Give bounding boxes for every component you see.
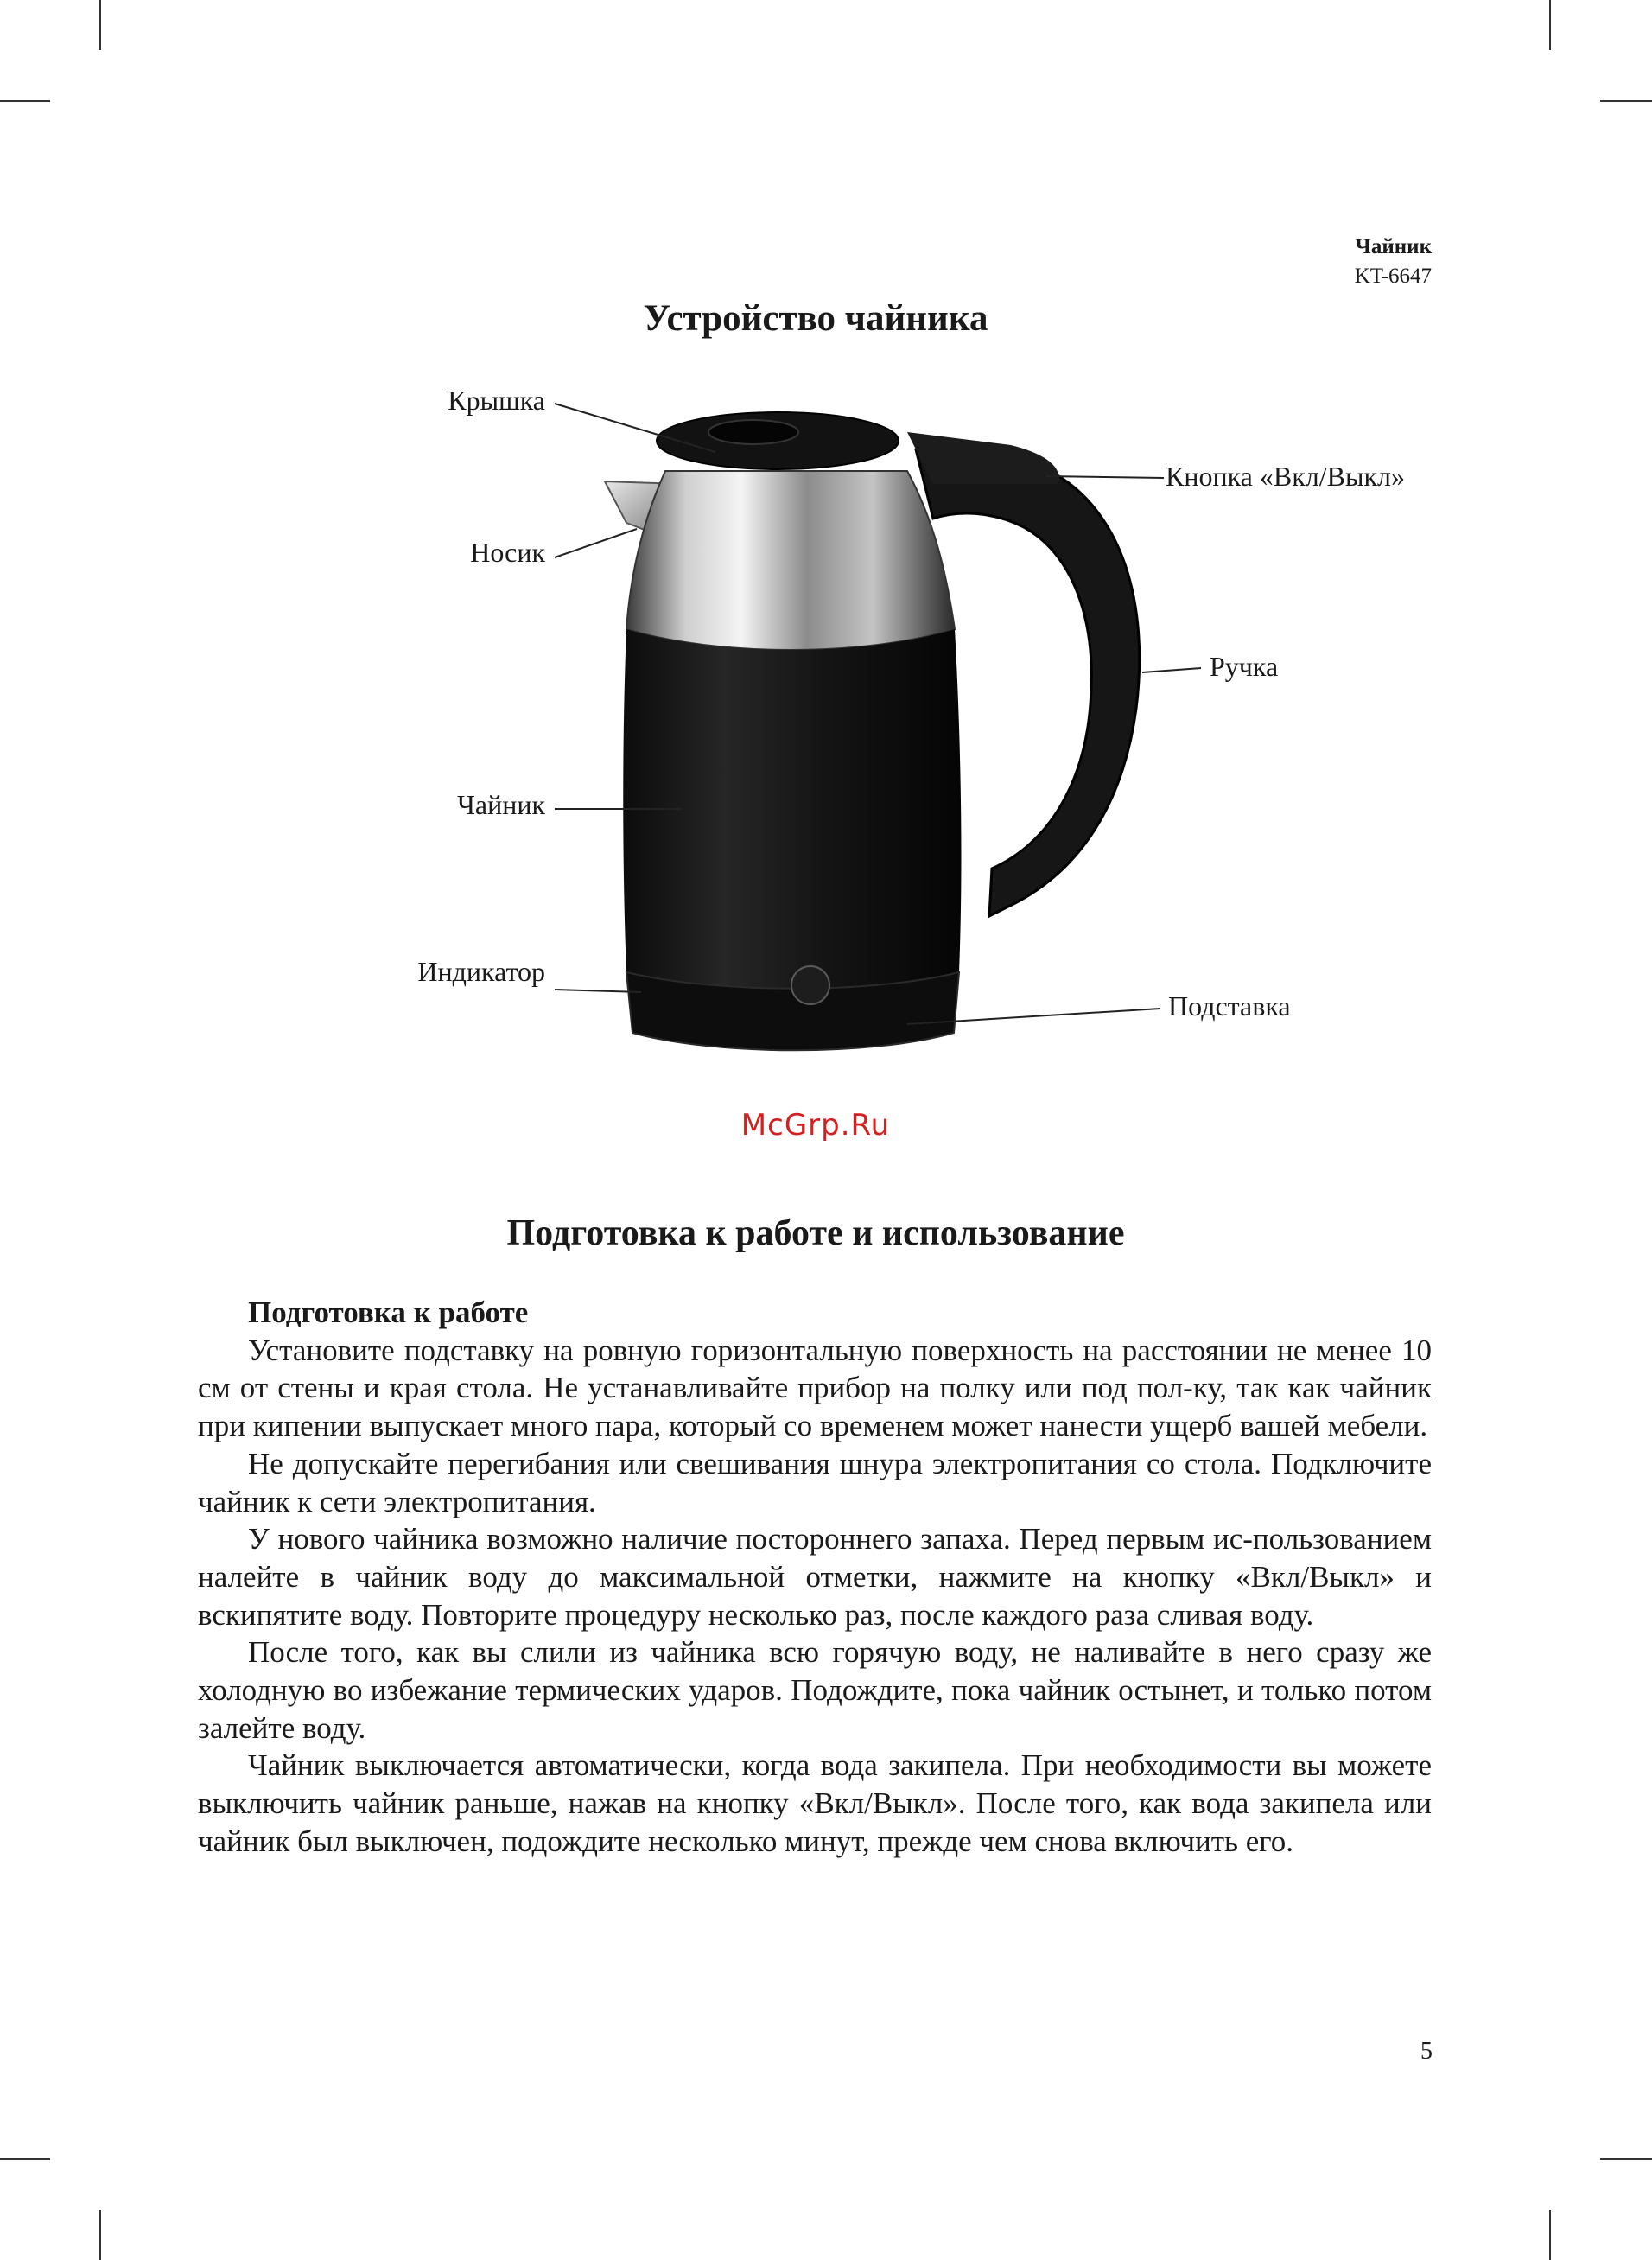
kettle-diagram	[0, 0, 1652, 1124]
label-button: Кнопка «Вкл/Выкл»	[1166, 461, 1405, 492]
label-kettle: Чайник	[457, 789, 545, 820]
indicator-light	[791, 966, 829, 1004]
lid-button	[708, 420, 798, 444]
watermark: McGrp.Ru	[740, 1108, 891, 1143]
label-indicator: Индикатор	[417, 956, 545, 987]
paragraph: Установите подставку на ровную горизонтальную поверхность на расстоянии не менее 10 см от стены и края стола. Не устанавливайте прибор на полку или под пол-ку, так как чайник при кипении выпускает много пара, который со временем может нанести ущерб вашей мебели.	[198, 1333, 1432, 1443]
crop-mark	[1600, 2158, 1652, 2160]
crop-mark	[0, 2158, 50, 2160]
section-title: Подготовка к работе и использование	[506, 1213, 1125, 1253]
paragraph: Не допускайте перегибания или свешивания шнура электропитания со стола. Подключите чайник к сети электропитания.	[198, 1446, 1432, 1518]
crop-mark	[1549, 2210, 1551, 2260]
page-number: 5	[1420, 2038, 1433, 2065]
handle-top	[907, 432, 1059, 484]
header-model: KT-6647	[1354, 264, 1432, 288]
label-handle: Ручка	[1210, 651, 1279, 682]
paragraph: Чайник выключается автоматически, когда вода закипела. При необходимости вы можете выключить чайник раньше, нажав на кнопку «Вкл/Выкл». После того, как вода закипела или чайник был выключен, подождите несколько минут, прежде чем снова включить его.	[198, 1748, 1432, 1858]
steel-section	[626, 471, 955, 650]
section-subtitle: Подготовка к работе	[248, 1296, 529, 1329]
section-content	[198, 1294, 1432, 1861]
crop-mark	[99, 2210, 101, 2260]
paragraph: У нового чайника возможно наличие постороннего запаха. Перед первым ис-пользованием налейте в чайник воду до максимальной отметки, нажмите на кнопку «Вкл/Выкл» и вскипятите воду. Повторите процедуру несколько раз, после каждого раза сливая воду.	[198, 1522, 1432, 1632]
label-lid: Крышка	[448, 385, 545, 416]
header-product: Чайник	[1355, 235, 1432, 258]
paragraph: После того, как вы слили из чайника всю горячую воду, не наливайте в него сразу же холодную во избежание термических ударов. Подождите, пока чайник остынет, и только потом залейте воду.	[198, 1635, 1432, 1745]
label-base: Подставка	[1168, 990, 1291, 1022]
diagram-title: Устройство чайника	[643, 298, 988, 339]
label-spout: Носик	[470, 537, 545, 568]
